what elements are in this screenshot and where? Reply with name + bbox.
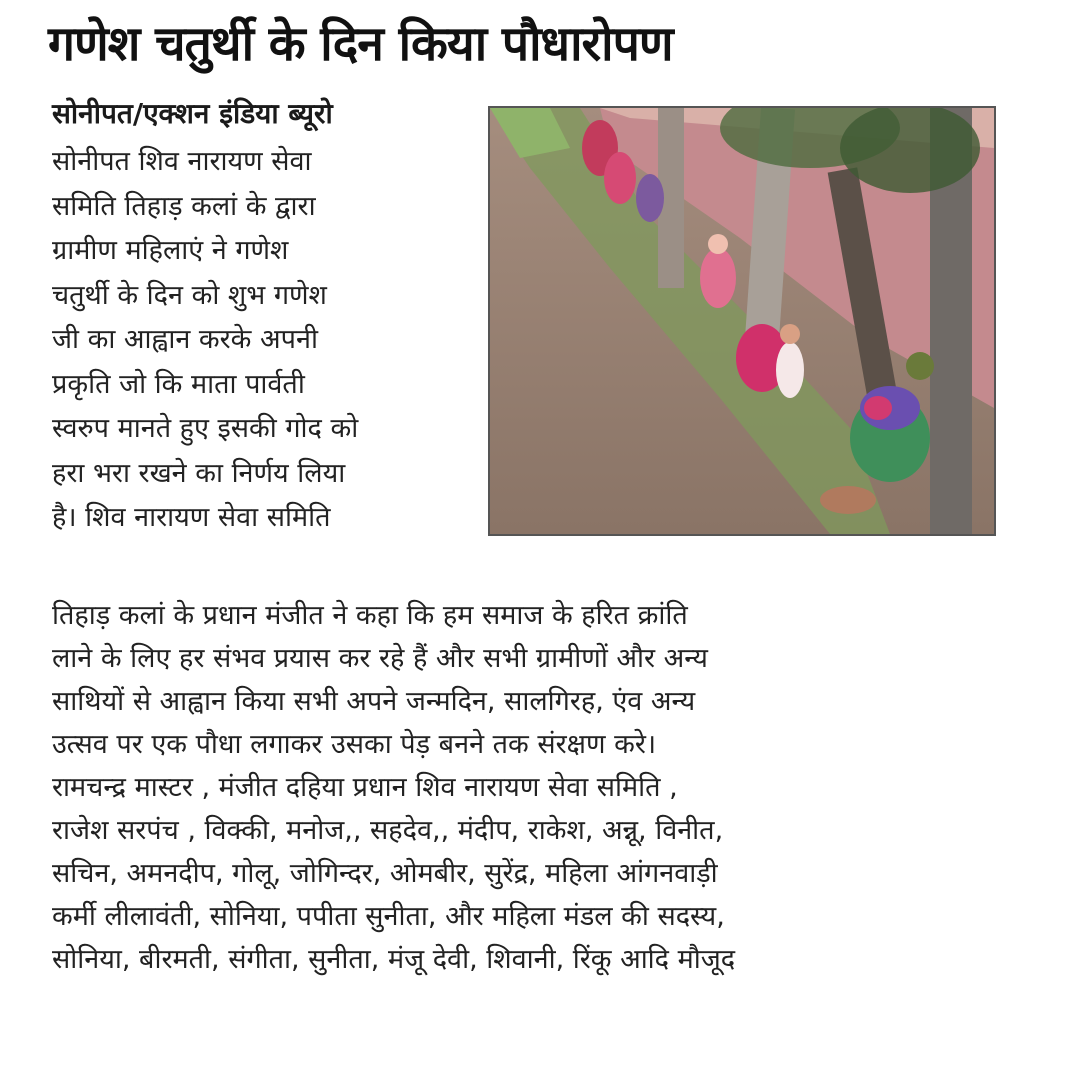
body-line: सोनिया, बीरमती, संगीता, सुनीता, मंजू देवी, शिवानी, रिंकू आदि मौजूद [52,944,736,975]
body-line: जी का आह्वान करके अपनी [52,324,318,355]
body-line: साथियों से आह्वान किया सभी अपने जन्मदिन, सालगिरह, एंव अन्य [52,686,696,717]
body-line: कर्मी लीलावंती, सोनिया, पपीता सुनीता, और महिला मंडल की सदस्य, [52,901,725,932]
body-line: सचिन, अमनदीप, गोलू, जोगिन्दर, ओमबीर, सुरेंद्र, महिला आंगनवाड़ी [52,858,718,889]
body-line: समिति तिहाड़ कलां के द्वारा [52,190,316,222]
body-line: चतुर्थी के दिन को शुभ गणेश [52,279,327,311]
body-line: रामचन्द्र मास्टर , मंजीत दहिया प्रधान शिव नारायण सेवा समिति , [52,772,678,803]
body-line: लाने के लिए हर संभव प्रयास कर रहे हैं और सभी ग्रामीणों और अन्य [52,643,708,674]
news-photo [488,106,996,536]
article-body-column [52,140,492,541]
body-line: तिहाड़ कलां के प्रधान मंजीत ने कहा कि हम समाज के हरित क्रांति [52,600,688,631]
body-line: ग्रामीण महिलाएं ने गणेश [52,235,289,266]
body-line: प्रकृति जो कि माता पार्वती [52,368,305,400]
body-line: है। शिव नारायण सेवा समिति [52,502,331,533]
body-line: सोनीपत शिव नारायण सेवा [52,146,312,177]
body-line: स्वरुप मानते हुए इसकी गोद को [52,413,359,444]
body-line: राजेश सरपंच , विक्की, मनोज,, सहदेव,, मंदीप, राकेश, अन्नू, विनीत, [52,815,724,846]
body-line: हरा भरा रखने का निर्णय लिया [52,457,346,489]
article-byline: सोनीपत/एक्शन इंडिया ब्यूरो [52,97,333,130]
body-line: उत्सव पर एक पौधा लगाकर उसका पेड़ बनने तक संरक्षण करे। [52,729,657,760]
article-headline: गणेश चतुर्थी के दिन किया पौधारोपण [48,16,673,72]
article-body-full [52,594,1012,981]
